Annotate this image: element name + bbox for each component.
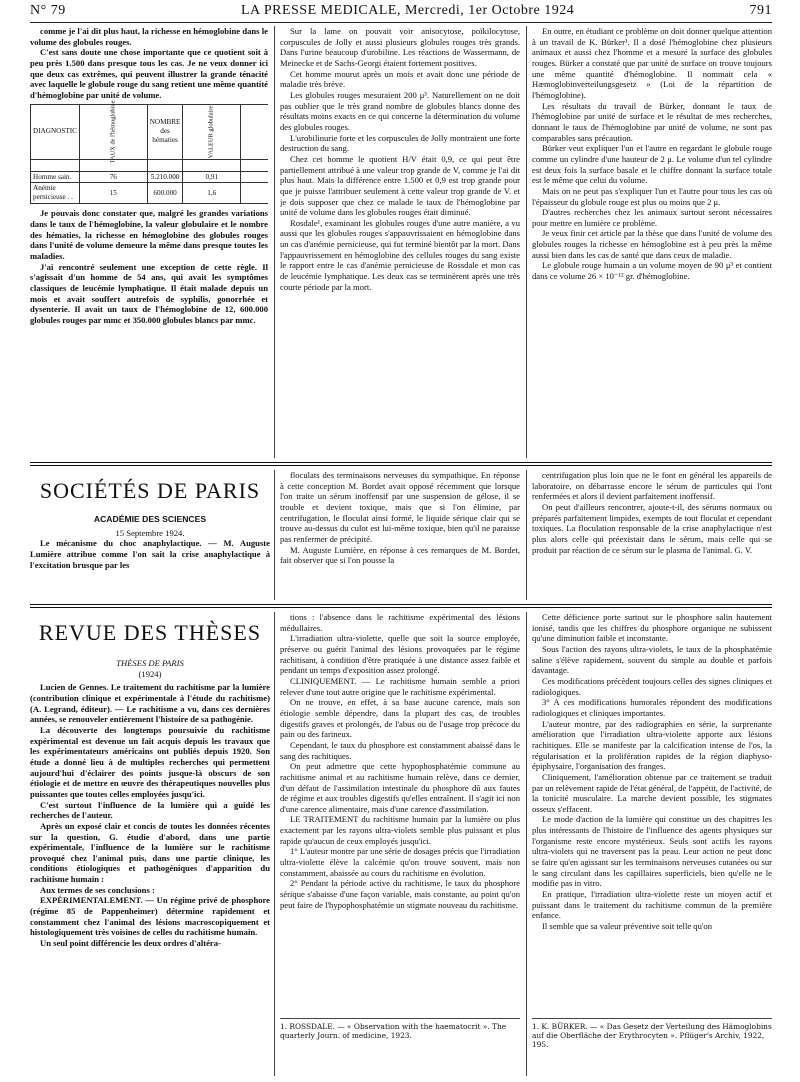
section-divider <box>30 607 772 608</box>
top-column-1 <box>30 26 268 474</box>
footnote-burker: 1. K. BÜRKER. — « Das Gesetz der Verteilung des Hämoglobins auf die Oberfläche der Erythrocyten ». Pflüger's Archiv, 1922, 195. <box>532 1018 772 1049</box>
paragraph: J'ai rencontré seulement une exception de cette règle. Il s'agissait d'un homme de 54 ans, qui avait les symptômes classiques de leucémie lymphatique. Il était malade depuis un mois et avait souffert autrefois de syphilis, gonorrhée et dysenterie. Il avait un taux de l'hémoglobine de 12, 600.000 globules rouges par mmc et 350.000 globules blancs par mmc. <box>30 261 268 325</box>
table-cell: 600.000 <box>147 183 183 204</box>
paragraph: Le globule rouge humain a un volume moyen de 90 μ³ et contient dans ce volume 26 × 10⁻¹² gr. d'hémoglobine. <box>532 260 772 282</box>
paragraph: Sous l'action des rayons ultra-violets, le taux de la phosphatémie saline s'élève rapidement, souvent du simple au double et parfois davantage. <box>532 643 772 676</box>
column-paragraphs <box>30 682 270 948</box>
theses-column-2 <box>280 612 520 1012</box>
table-cell: Homme sain. <box>31 171 80 183</box>
paragraph: C'est surtout l'influence de la lumière qui a guidé les recherches de l'auteur. <box>30 799 270 821</box>
column-rule <box>526 470 527 600</box>
journal-title: LA PRESSE MEDICALE, Mercredi, 1er Octobre 1924 <box>240 3 575 18</box>
column-rule <box>274 612 275 1076</box>
footnote-rossdale: 1. ROSSDALE. — « Observation with the haematocrit ». The quarterly Journ. of medicine, 1923. <box>280 1018 520 1040</box>
section-divider <box>30 604 772 605</box>
societes-column-2 <box>280 470 520 598</box>
paragraph: Cette déficience porte surtout sur le phosphore salin hautement ionisé, tandis que les chiffres du phosphore organique ne subissent qu'une diminution faible et inconstante. <box>532 612 772 644</box>
paragraph: 1° L'auteur montre par une série de dosages précis que l'irradiation ultra-violette élève la calcémie qu'on trouve souvent, mais non constamment, abaissée au cours du rachitisme en évolution. <box>280 846 520 878</box>
column-rule <box>274 470 275 600</box>
paragraph: Chez cet homme le quotient H/V était 0,9, ce qui peut être partiellement attribué à une valeur trop grande de V, comme je l'ai dit plus haut. Mais la différence entre 1.500 et 0,9 est trop grande pour que je puisse l'attribuer seulement à cette valeur trop grande de V. et je dois supposer que chez ce malade le taux de l'hémoglobine par unité de volume dans les globules rouges était diminué. <box>280 153 520 218</box>
paragraph: Après un exposé clair et concis de toutes les données récentes sur la question, G. étudie d'abord, dans une partie expérimentale, l'influence de la lumière sur le rachitisme provoqué chez l'animal puis, dans une partie clinique, les conditions étiologiques et pathogéniques d'apparition du rachitisme humain : <box>30 820 270 885</box>
intro-paragraphs <box>30 26 268 101</box>
paragraph: Lucien de Gennes. Le traitement du rachitisme par la lumière (contribution clinique et expérimentale à l'étude du rachitisme) (A. Legrand, éditeur). — Le rachitisme a vu, dans ces dernières années, se renouveler entièrement l'histoire de sa pathogénie. <box>30 682 270 725</box>
table-header-cell <box>241 104 268 159</box>
societes-column-3 <box>532 470 772 598</box>
session-date: 15 Septembre 1924. <box>115 527 185 538</box>
paragraph: Les globules rouges mesuraient 200 μ³. Naturellement on ne doit pas oublier que le très grand nombre de globules blancs donne des résultats moins exacts en ce qui concerne la détermination du volume des globules rouges. <box>280 89 520 132</box>
table-cell: 0,91 <box>183 171 241 183</box>
table-cell: 76 <box>79 171 147 183</box>
paragraph: Rosdale¹, examinant les globules rouges d'une autre manière, a vu aussi que les globules rouges s'appauvrissaient en hémoglobine dans un cas d'anémie pernicieuse, qui fut terminé bientôt par la mort. Dans l'appauvrissement en hémoglobine des cellules rouges du sang existe le rapport entre le cas d'anémie pernicieuse de Rossdale et mon cas de leucémie lymphatique. Les deux cas se terminèrent après une très courte période par la mort. <box>280 217 520 292</box>
paragraph: On ne trouve, en effet, à sa base aucune carence, mais son étiologie semble dépendre, dans la plupart des cas, de troubles digestifs graves et prolongés, de l'abus ou de l'usage trop précoce du pain ou des farineux. <box>280 697 520 740</box>
paragraph: tions : l'absence dans le rachitisme expérimental des lésions médullaires. <box>280 612 520 633</box>
column-rule <box>526 612 527 1076</box>
issue-number: N° 79 <box>30 3 66 18</box>
column-rule <box>526 26 527 458</box>
paragraph: On peut d'ailleurs rencontrer, ajoute-t-il, des sérums normaux ou préparés parfaitement limpides, exempts de tout floculat et cependant toxiques. La floculation responsable de la crise anaphylactique n'est plus alors celle qui préexistait dans le sérum, mais celle qui se produit par réaction de ce sérum sur le plasma de l'animal. G. V. <box>532 501 772 555</box>
societes-title: SOCIÉTÉS DE PARIS <box>39 478 261 503</box>
top-column-2 <box>280 26 520 458</box>
page-header <box>30 0 772 23</box>
table-unit-cell <box>31 159 80 171</box>
table-header-cell: VALEUR globulaire <box>183 104 241 159</box>
table-cell <box>241 171 268 183</box>
paragraph: La découverte des longtemps poursuivie du rachitisme expérimental est devenue un fait acquis depuis les travaux que les expérimentateurs américains ont publiés depuis 1920. Son étude a donné lieu à de multiples recherches qui permettent aujourd'hui d'éclairer des points jusque-là obscurs de son étiologie et de mettre en œuvre des thérapeutiques nouvelles plus puissantes que toutes celles employées jusqu'ici. <box>30 724 270 799</box>
table-row <box>31 171 269 183</box>
paragraph: C'est sans doute une chose importante que ce quotient soit à peu près 1.500 dans presque tous les cas. Je ne veux donner ici que deux cas extrêmes, qui peuvent illustrer la grande ténacité avec laquelle le globule rouge du sang retient une même quantité d'hémoglobine par unité de volume. <box>30 47 268 100</box>
column-rule <box>274 26 275 458</box>
paragraph: Les résultats du travail de Bürker, donnant le taux de l'hémoglobine par unité de surface et le résultat de mes recherches, donnant le taux de l'hémoglobine par unité de volume, ne sont pas comparables sans précaution. <box>532 100 772 143</box>
section-divider <box>30 465 772 466</box>
paragraph: L'urobilinurie forte et les corpuscules de Jolly montraient une forte destruction du sang. <box>280 132 520 154</box>
table-unit-cell <box>147 159 183 171</box>
paragraph: Je veux finir cet article par la thèse que dans l'unité de volume des globules rouges la richesse en hémoglobine est à peu près la même aussi bien dans les cas de santé que dans ceux de maladie. <box>532 228 772 260</box>
table-header-cell: TAUX de l'hémoglobine <box>79 104 147 159</box>
paragraph: Cependant, le taux du phosphore est constamment abaissé dans le sang des rachitiques. <box>280 739 520 761</box>
table-unit-cell <box>183 159 241 171</box>
table-header-cell: NOMBRE des hématies <box>147 104 183 159</box>
hemoglobin-table <box>30 100 268 205</box>
column-paragraphs <box>532 26 772 282</box>
paragraph: Il semble que sa valeur préventive soit telle qu'on <box>542 921 713 932</box>
table-row <box>31 183 269 204</box>
column-paragraphs <box>280 26 520 292</box>
column-paragraphs <box>532 470 772 555</box>
paragraph: Cet homme mourut après un mois et avait donc une période de maladie très brève. <box>280 68 520 90</box>
paragraph: L'auteur montre, par des radiographies en série, la surprenante amélioration que l'irradiation ultra-violette apporte aux lésions rachitiques. Elle se manifeste par la calcification intense de l'os, la régularisation et la prolifération rapides de la région diaphyso-épiphysaire, l'organisation des franges. <box>532 718 772 772</box>
top-column-3 <box>532 26 772 458</box>
paragraph: D'autres recherches chez les animaux surtout seront nécessaires pour mettre en lumière ce problème. <box>532 207 772 228</box>
paragraph: EXPÉRIMENTALEMENT. — Un régime privé de phosphore (régime 85 de Pappenheimer) détermine rapidement et constamment chez l'animal des lésions macroscopiquement et histologiquement très voisines de celles du rachitisme humain. <box>30 895 270 938</box>
theses-year: (1924) <box>138 668 162 679</box>
paragraph: M. Auguste Lumière, en réponse à ces remarques de M. Bordet, fait observer que si l'on pousse la <box>280 544 520 566</box>
paragraph: En outre, en étudiant ce problème on doit donner quelque attention à un travail de K. Bürker¹. Il a dosé l'hémoglobine chez plusieurs animaux et aussi chez l'homme et a mesuré la surface des globules rouges. Bürker a constaté que par unité de surface on trouve toujours une même quantité d'hémoglobine. Il nommait cela « Hæmoglobinverteilungsgesetz » (Loi de la répartition de l'hémoglobine). <box>532 26 772 100</box>
table-cell: 15 <box>79 183 147 204</box>
table-units-row <box>31 159 269 171</box>
column-paragraphs <box>532 612 772 932</box>
column-paragraphs <box>280 612 520 910</box>
paragraph: Mais on ne peut pas s'expliquer l'un et l'autre pour tous les cas où l'épaisseur du globule rouge est plus ou moins que 2 μ. <box>532 185 772 207</box>
paragraph: L'irradiation ultra-violette, quelle que soit la source employée, préserve ou guérit l'animal des lésions provoquées par le régime rachitisant, à condition d'être pratiquée à une distance assez faible et pendant un temps d'exposition assez prolongé. <box>280 633 520 676</box>
paragraph: Je pouvais donc constater que, malgré les grandes variations dans le taux de l'hémoglobine, la valeur globulaire et le nombre des hématies, la richesse en hémoglobine des globules rouges dans l'unité de volume demeure la même dans presque toutes les maladies. <box>30 208 268 261</box>
paragraph: Sur la lame on pouvait voir anisocytose, poïkilocytose, corpuscules de Jolly et aussi plusieurs globules rouges très grands. Dans l'urine beaucoup d'urobiline. Les réactions de Wassermann, de Meinecke et de Sachs-Georgi étaient fortement positives. <box>280 26 520 68</box>
paragraph: Cliniquement, l'amélioration obtenue par ce traitement se traduit par un relèvement rapide de l'état général, de l'appétit, de l'activité, de la tonicité musculaire. La marche devient possible, les stigmates osseux s'effacent. <box>532 771 772 814</box>
table-header-row <box>31 104 269 159</box>
paragraph: centrifugation plus loin que ne le font en général les appareils de laboratoire, on débarrasse encore le sérum de particules qui l'ont renfermées et alors il devient parfaitement inoffensif. <box>532 470 772 502</box>
paragraph: Ces modifications précèdent toujours celles des signes cliniques et radiologiques. <box>532 675 772 697</box>
paragraph: Le mécanisme du choc anaphylactique. — M. Auguste Lumière attribue comme l'on sait la crise anaphylactique à l'excitation brusque par les <box>30 538 270 570</box>
paragraph: En pratique, l'irradiation ultra-violette reste un moyen actif et puissant dans le traitement du rachitisme commun de la première enfance. <box>532 889 772 921</box>
page-number: 791 <box>749 3 772 18</box>
table-cell: 1,6 <box>183 183 241 204</box>
theses-column-1 <box>30 658 270 1076</box>
academie-subtitle: ACADÉMIE DES SCIENCES <box>93 514 207 524</box>
paragraph: Le mode d'action de la lumière qui constitue un des chapitres les plus intéressants de l'histoire de l'influence des agents physiques sur l'organisme reste encore mystérieux. Seuls sont actifs les rayons ultra-violets qui ne traversent pas la peau. Leur action ne peut donc se faire qu'en agissant sur les terminaisons nerveuses cutanées ou sur le sang circulant dans les capillaires superficiels, bien qu'elle ne le modifie pas in vitro. <box>532 814 772 889</box>
paragraph: Un seul point différencie les deux ordres d'altéra- <box>40 938 221 949</box>
paragraph: LE TRAITEMENT du rachitisme humain par la lumière ou plus exactement par les rayons ultra-violets semble plus puissant et plus rapide qu'aucun de ceux employés jusqu'ici. <box>280 814 520 846</box>
societes-column-1 <box>30 514 270 596</box>
theses-column-3 <box>532 612 772 1012</box>
column-paragraphs <box>280 470 520 566</box>
paragraph: CLINIQUEMENT. — Le rachitisme humain semble a priori relever d'une tout autre origine que le rachitisme expérimental. <box>280 675 520 697</box>
paragraph: On peut admettre que cette hypophosphatémie commune au rachitisme animal et au rachitisme humain relève, dans ce dernier, d'un défaut de l'assimilation intestinale du phosphore dû aux fautes de régime et aux troubles digestifs qu'elles entraînent. Il s'agit ici non d'une carence alimentaire, mais d'une carence d'assimilation. <box>280 761 520 814</box>
table-header-cell: DIAGNOSTIC <box>31 104 80 159</box>
table-unit-cell <box>241 159 268 171</box>
theses-title: REVUE DES THÈSES <box>38 620 262 645</box>
table-cell: Anémie pernicieuse . . <box>31 183 80 204</box>
paragraph: floculats des terminaisons nerveuses du sympathique. En réponse à cette conception M. Bordet avait opposé récemment que lorsque l'on traite un sérum inoffensif par une suspension de gélose, il se trouble et devient toxique, mais que si l'on élimine, par centrifugation, le floculat ainsi formé, le liquide sérique clair qui se trouve au-dessus du culot est lui-même toxique, bien qu'il ne paraisse pas renfermer de précipité. <box>280 470 520 544</box>
section-divider <box>30 462 772 463</box>
theses-subtitle: THÈSES DE PARIS <box>116 658 184 668</box>
table-cell <box>241 183 268 204</box>
paragraph: 3° A ces modifications humorales répondent des modifications radiologiques et cliniques importantes. <box>532 697 772 718</box>
paragraph: comme je l'ai dit plus haut, la richesse en hémoglobine dans le volume des globules rouges. <box>30 26 268 47</box>
paragraph: Bürker veut expliquer l'un et l'autre en regardant le globule rouge comme un cylindre d'une hauteur de 2 μ. Le volume d'un tel cylindre est deux fois la surface basale et le chiffre donnant la surface totale est le même que celui du volume. <box>532 143 772 186</box>
conclusion-paragraphs <box>30 208 268 325</box>
table-cell: 5.210.000 <box>147 171 183 183</box>
column-paragraphs <box>30 538 270 570</box>
paragraph: 2° Pendant la période active du rachitisme, le taux du phosphore sérique s'abaisse d'une façon variable, mais constante, au point qu'on peut faire de l'hypophosphatémie un stigmate nouveau du rachitisme. <box>280 878 520 910</box>
paragraph: Aux termes de ses conclusions : <box>40 884 155 895</box>
